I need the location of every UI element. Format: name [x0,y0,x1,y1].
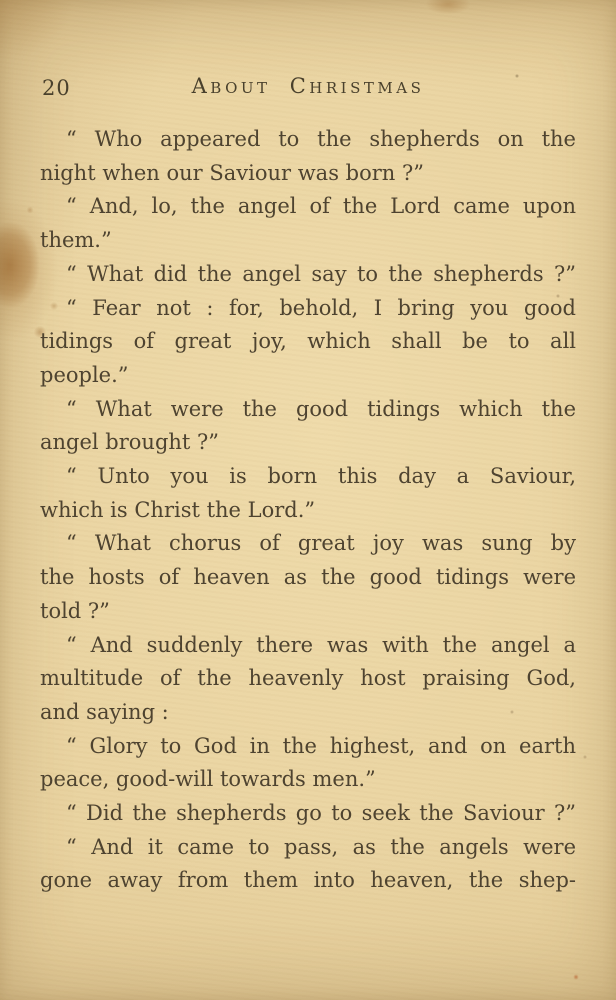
text-line: and saying : [40,699,169,724]
paragraph [40,190,576,257]
paragraph [40,292,576,393]
text-line: people.” [40,362,129,387]
text-line: angel brought ?” [40,430,220,455]
text-line: peace, good-will towards men.” [40,767,376,792]
paragraph [40,460,576,527]
text-line: “ Unto you is born this day a Saviour, [66,464,576,489]
text-line: the hosts of heaven as the good tidings were [40,565,576,590]
page-body [40,123,576,898]
text-line: night when our Saviour was born ?” [40,160,424,185]
text-line: multitude of the heavenly host praising God, [40,666,576,691]
text-line: “ Glory to God in the highest, and on earth [66,733,576,758]
text-line: “ Fear not : for, behold, I bring you good [66,295,576,320]
text-line: them.” [40,228,112,253]
paragraph [40,797,576,831]
text-line: “ What did the angel say to the shepherds ?” [66,261,576,286]
text-line: “ Did the shepherds go to seek the Saviour ?” [66,801,576,826]
paragraph [40,393,576,460]
text-line: “ And, lo, the angel of the Lord came upon [66,194,576,219]
text-line: told ?” [40,598,110,623]
text-line: “ Who appeared to the shepherds on the [66,127,576,151]
text-line: “ What chorus of great joy was sung by [66,531,576,556]
paragraph [40,629,576,730]
text-line: gone away from them into heaven, the shep- [40,868,576,893]
page-number: 20 [42,76,71,100]
paragraph [40,258,576,292]
text-line: “ What were the good tidings which the [66,396,576,421]
paragraph [40,831,576,898]
page-header [40,74,576,104]
running-title: About Christmas [191,74,425,98]
paragraph [40,730,576,797]
text-line: “ And suddenly there was with the angel a [66,632,576,657]
text-line: “ And it came to pass, as the angels were [66,834,576,859]
paragraph [40,527,576,628]
text-line: which is Christ the Lord.” [40,497,316,522]
paragraph [40,123,576,190]
text-line: tidings of great joy, which shall be to all [40,329,576,354]
